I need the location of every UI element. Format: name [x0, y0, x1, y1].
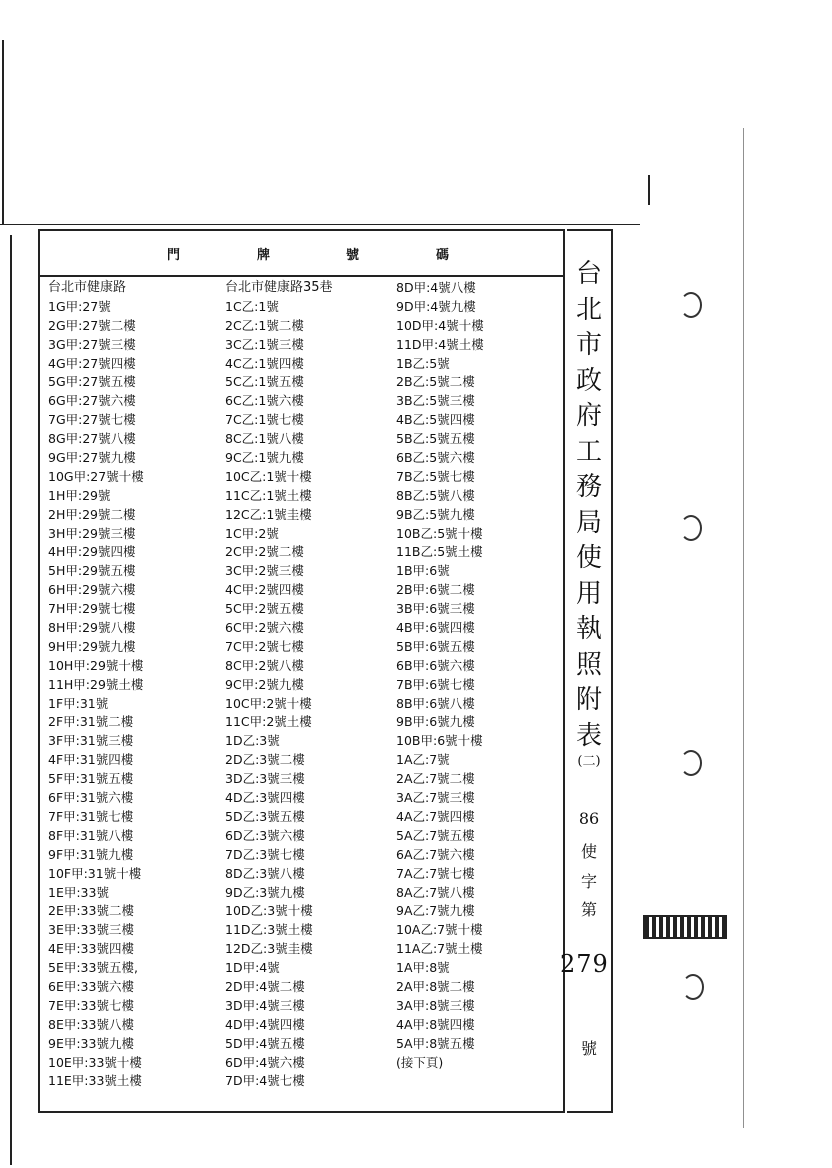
address-table [38, 229, 565, 1113]
binder-hole-mark [680, 515, 702, 541]
address-entry: 5B甲:6號五樓 [396, 638, 475, 654]
title-suffix: (二) [577, 754, 601, 769]
address-entry: 2C甲:2號二樓 [225, 544, 304, 560]
address-entry: 1C甲:2號 [225, 525, 279, 541]
permit-char: 使 [580, 842, 597, 861]
address-entry: 1B甲:6號 [396, 563, 450, 579]
title-char: 局 [575, 507, 602, 538]
address-entry: 9F甲:31號九樓 [48, 846, 134, 862]
address-entry: 8D甲:4號八樓 [396, 280, 476, 295]
address-entry: 6C甲:2號六樓 [225, 620, 304, 636]
title-char: 務 [575, 472, 602, 502]
address-entry: 5C甲:2號五樓 [225, 601, 304, 617]
title-char: 照 [575, 649, 602, 680]
address-entry: 4E甲:33號四樓 [48, 941, 134, 957]
address-entry: 5H甲:29號五樓 [48, 563, 136, 579]
address-entry: 6B甲:6號六樓 [396, 657, 475, 673]
address-entry: 10A乙:7號十樓 [396, 922, 483, 938]
title-char: 附 [575, 685, 602, 715]
address-entry: 1H甲:29號 [48, 487, 111, 503]
address-entry: 5D乙:3號五樓 [225, 808, 305, 824]
vertical-title [571, 257, 607, 770]
address-entry: 3A乙:7號三樓 [396, 790, 475, 806]
address-entry: 11C乙:1號土樓 [225, 487, 312, 503]
address-entry: 7C乙:1號七樓 [225, 412, 304, 428]
address-entry: 12C乙:1號圭樓 [225, 506, 312, 522]
address-entry: 4A甲:8號四樓 [396, 1016, 475, 1032]
address-entry: 3C甲:2號三樓 [225, 563, 304, 579]
address-entry: 4B乙:5號四樓 [396, 412, 475, 428]
address-entry: 2D甲:4號二樓 [225, 978, 305, 994]
address-entry: 9D甲:4號九樓 [396, 298, 476, 314]
address-entry: 5F甲:31號五樓 [48, 771, 134, 787]
address-entry: 5D甲:4號五樓 [225, 1035, 305, 1051]
address-entry: 9C乙:1號九樓 [225, 450, 304, 466]
address-entry: 8C甲:2號八樓 [225, 657, 304, 673]
address-entry: 3G甲:27號三樓 [48, 336, 136, 352]
address-entry: 3F甲:31號三樓 [48, 733, 134, 749]
address-entry: 10D甲:4號十樓 [396, 317, 484, 333]
address-entry: 2B乙:5號二樓 [396, 374, 475, 390]
street-name: 台北市健康路35巷 [225, 280, 333, 295]
address-entry: 9B甲:6號九樓 [396, 714, 475, 730]
address-entry: 10G甲:27號十樓 [48, 468, 144, 484]
address-entry: 4H甲:29號四樓 [48, 544, 136, 560]
address-entry: 6F甲:31號六樓 [48, 790, 134, 806]
address-entry: 6E甲:33號六樓 [48, 978, 134, 994]
address-entry: 5B乙:5號五樓 [396, 431, 475, 447]
address-entry: 2E甲:33號二樓 [48, 903, 134, 919]
address-entry: 1E甲:33號 [48, 884, 109, 900]
address-entry: 10E甲:33號十樓 [48, 1054, 142, 1070]
address-entry: 9H甲:29號九樓 [48, 638, 136, 654]
address-entry: 9E甲:33號九樓 [48, 1035, 134, 1051]
address-entry: 3C乙:1號三樓 [225, 336, 304, 352]
permit-number: 279 [560, 950, 609, 978]
address-entry: 1A甲:8號 [396, 960, 450, 976]
address-entry: 4C乙:1號四樓 [225, 355, 304, 371]
address-entry: 8B甲:6號八樓 [396, 695, 475, 711]
address-entry: 7A乙:7號七樓 [396, 865, 475, 881]
address-entry: 1G甲:27號 [48, 298, 111, 314]
permit-year: 86 [578, 809, 600, 828]
header-label: 牌 [257, 248, 272, 263]
address-entry: 3D甲:4號三樓 [225, 997, 305, 1013]
address-entry: (接下頁) [396, 1054, 444, 1070]
address-entry: 5E甲:33號五樓, [48, 960, 138, 976]
address-entry: 2F甲:31號二樓 [48, 714, 134, 730]
scan-edge-line [10, 235, 12, 1165]
address-column [396, 279, 484, 1072]
address-entry: 1A乙:7號 [396, 752, 450, 768]
binder-hole-mark [680, 750, 702, 776]
table-header [40, 231, 563, 277]
address-entry: 11H甲:29號土樓 [48, 676, 144, 692]
address-entry: 2A乙:7號二樓 [396, 771, 475, 787]
address-entry: 7B甲:6號七樓 [396, 676, 475, 692]
address-entry: 8C乙:1號八樓 [225, 431, 304, 447]
address-entry: 1D甲:4號 [225, 960, 280, 976]
address-entry: 3H甲:29號三樓 [48, 525, 136, 541]
address-entry: 6H甲:29號六樓 [48, 582, 136, 598]
address-entry: 1F甲:31號 [48, 695, 109, 711]
address-entry: 11C甲:2號土樓 [225, 714, 312, 730]
address-entry: 2H甲:29號二樓 [48, 506, 136, 522]
address-entry: 10C甲:2號十樓 [225, 695, 312, 711]
title-panel [567, 229, 613, 1113]
address-entry: 8G甲:27號八樓 [48, 431, 136, 447]
address-entry: 9B乙:5號九樓 [396, 506, 475, 522]
address-entry: 4A乙:7號四樓 [396, 808, 475, 824]
address-entry: 1C乙:1號 [225, 298, 279, 314]
address-entry: 6D乙:3號六樓 [225, 827, 305, 843]
address-entry: 3D乙:3號三樓 [225, 771, 305, 787]
street-name: 台北市健康路 [48, 280, 127, 295]
title-char: 用 [575, 578, 602, 609]
header-label: 號 [346, 248, 361, 263]
title-char: 政 [575, 365, 602, 396]
address-entry: 5C乙:1號五樓 [225, 374, 304, 390]
address-entry: 6A乙:7號六樓 [396, 846, 475, 862]
address-entry: 10F甲:31號十樓 [48, 865, 142, 881]
address-entry: 8H甲:29號八樓 [48, 620, 136, 636]
title-char: 北 [575, 294, 602, 325]
address-entry: 3B乙:5號三樓 [396, 393, 475, 409]
address-entry: 10D乙:3號十樓 [225, 903, 313, 919]
address-entry: 2A甲:8號二樓 [396, 978, 475, 994]
address-entry: 7D乙:3號七樓 [225, 846, 305, 862]
address-entry: 1B乙:5號 [396, 355, 450, 371]
address-entry: 11B乙:5號土樓 [396, 544, 483, 560]
address-entry: 4F甲:31號四樓 [48, 752, 134, 768]
address-entry: 2C乙:1號二樓 [225, 317, 304, 333]
address-entry: 8E甲:33號八樓 [48, 1016, 134, 1032]
scan-edge-line [648, 175, 650, 205]
address-entry: 4G甲:27號四樓 [48, 355, 136, 371]
scan-edge-line [0, 224, 640, 225]
address-entry: 4D甲:4號四樓 [225, 1016, 305, 1032]
address-entry: 10B乙:5號十樓 [396, 525, 483, 541]
scan-edge-line [743, 128, 744, 1128]
address-entry: 7G甲:27號七樓 [48, 412, 136, 428]
scan-edge-line [2, 40, 4, 225]
address-entry: 7C甲:2號七樓 [225, 638, 304, 654]
address-entry: 2B甲:6號二樓 [396, 582, 475, 598]
permit-char: 字 [580, 872, 597, 891]
header-label: 碼 [436, 248, 451, 263]
address-entry: 6C乙:1號六樓 [225, 393, 304, 409]
address-entry: 2G甲:27號二樓 [48, 317, 136, 333]
address-entry: 10H甲:29號十樓 [48, 657, 144, 673]
address-entry: 8D乙:3號八樓 [225, 865, 305, 881]
address-column [48, 279, 144, 1091]
address-entry: 4D乙:3號四樓 [225, 790, 305, 806]
title-char: 台 [575, 259, 602, 289]
address-column [225, 279, 333, 1091]
binder-hole-mark [680, 292, 702, 318]
stamp-mark [643, 915, 727, 939]
address-entry: 11D甲:4號土樓 [396, 336, 484, 352]
address-entry: 7B乙:5號七樓 [396, 468, 475, 484]
address-entry: 1D乙:3號 [225, 733, 280, 749]
address-entry: 9D乙:3號九樓 [225, 884, 305, 900]
address-entry: 5A乙:7號五樓 [396, 827, 475, 843]
address-entry: 6G甲:27號六樓 [48, 393, 136, 409]
address-entry: 8A乙:7號八樓 [396, 884, 475, 900]
address-entry: 3E甲:33號三樓 [48, 922, 134, 938]
address-entry: 7D甲:4號七樓 [225, 1073, 305, 1089]
header-label: 門 [167, 248, 182, 263]
title-char: 表 [575, 720, 602, 751]
address-entry: 7H甲:29號七樓 [48, 601, 136, 617]
address-entry: 9C甲:2號九樓 [225, 676, 304, 692]
address-entry: 8F甲:31號八樓 [48, 827, 134, 843]
address-entry: 4C甲:2號四樓 [225, 582, 304, 598]
address-entry: 7E甲:33號七樓 [48, 997, 134, 1013]
title-char: 工 [575, 436, 602, 467]
address-entry: 12D乙:3號圭樓 [225, 941, 313, 957]
address-entry: 8B乙:5號八樓 [396, 487, 475, 503]
title-char: 執 [575, 614, 602, 644]
address-entry: 3A甲:8號三樓 [396, 997, 475, 1013]
title-char: 使 [575, 543, 602, 573]
address-entry: 2D乙:3號二樓 [225, 752, 305, 768]
address-entry: 11D乙:3號土樓 [225, 922, 313, 938]
address-entry: 7F甲:31號七樓 [48, 808, 134, 824]
binder-hole-mark [682, 974, 704, 1000]
address-entry: 9G甲:27號九樓 [48, 450, 136, 466]
address-entry: 11A乙:7號土樓 [396, 941, 483, 957]
address-entry: 5G甲:27號五樓 [48, 374, 136, 390]
address-entry: 3B甲:6號三樓 [396, 601, 475, 617]
title-char: 市 [575, 330, 602, 360]
address-entry: 6D甲:4號六樓 [225, 1054, 305, 1070]
title-char: 府 [575, 401, 602, 431]
address-entry: 10C乙:1號十樓 [225, 468, 312, 484]
address-entry: 10B甲:6號十樓 [396, 733, 483, 749]
address-entry: 6B乙:5號六樓 [396, 450, 475, 466]
address-entry: 4B甲:6號四樓 [396, 620, 475, 636]
permit-char: 第 [580, 900, 597, 919]
address-entry: 9A乙:7號九樓 [396, 903, 475, 919]
address-entry: 5A甲:8號五樓 [396, 1035, 475, 1051]
address-entry: 11E甲:33號土樓 [48, 1073, 142, 1089]
permit-char: 號 [580, 1039, 597, 1058]
